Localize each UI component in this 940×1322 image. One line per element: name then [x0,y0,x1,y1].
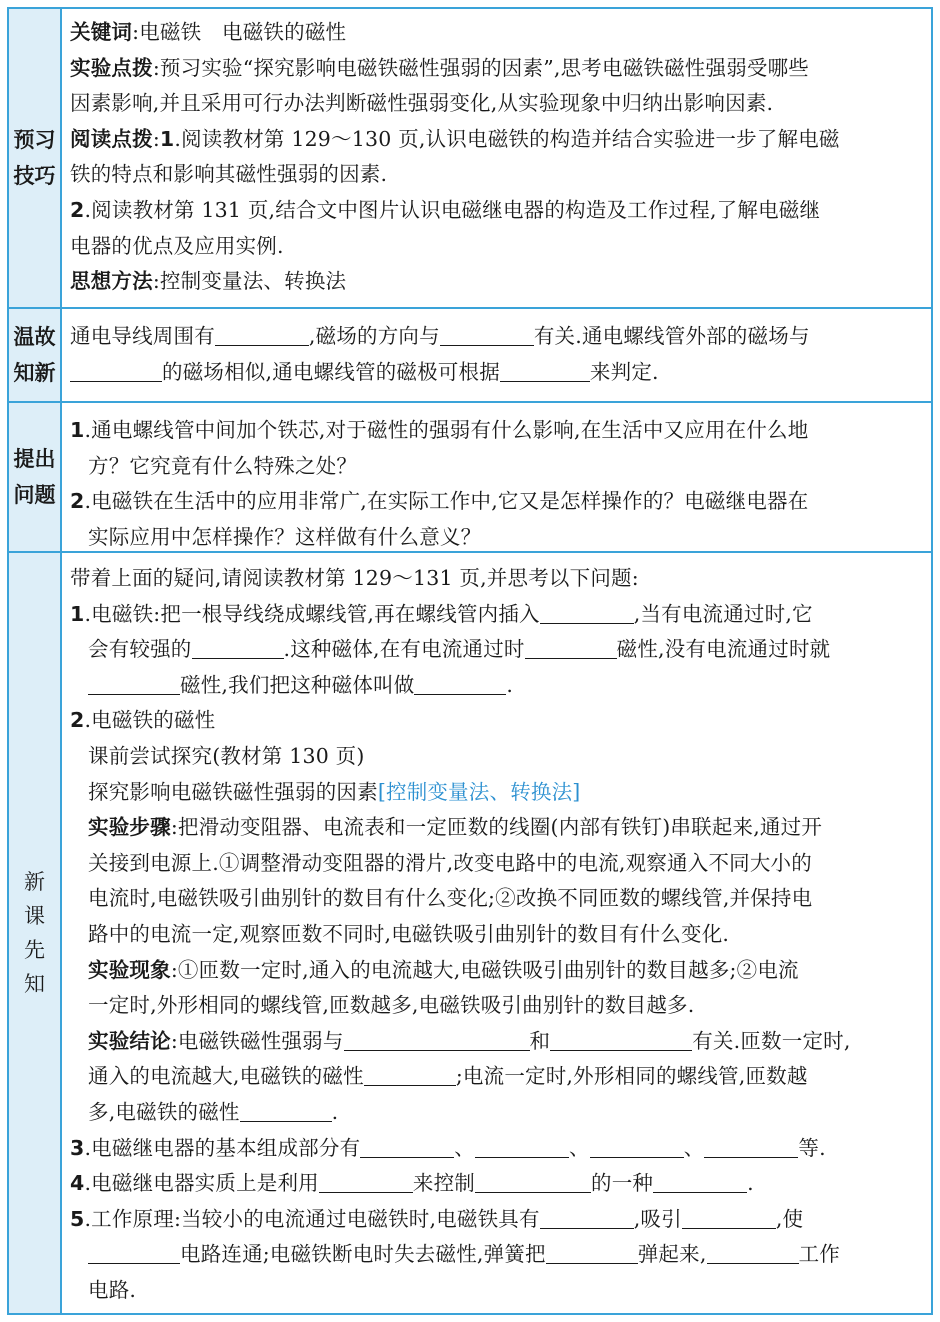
question-1-text: .通电螺线管中间加个铁芯,对于磁性的强弱有什么影响,在生活中又应用在什么地 [84,418,809,442]
item-4-line [70,1166,925,1202]
item-2-title-line [70,703,925,739]
phenomenon-line-1 [70,953,925,989]
experiment-text-1: 预习实验“探究影响电磁铁磁性强弱的因素”,思考电磁铁磁性强弱受哪些 [159,55,809,80]
reading-line-4: 电器的优点及应用实例. [70,233,284,258]
new-lesson-label-cell [9,553,62,1313]
review-text-2b: 来判定. [589,359,659,384]
steps-line-3: 电流时,电磁铁吸引曲别针的数目有什么变化;②改换不同匝数的螺线管,并保持电 [88,886,813,911]
phenomenon-title: 实验现象 [88,957,171,982]
item-1-num: 1 [70,601,85,626]
item-3-num: 3 [70,1135,85,1160]
item-4-text-c: 的一种 [591,1171,654,1196]
conclusion-line-3 [70,1095,925,1131]
conclusion-text-d: 通入的电流越大,电磁铁的磁性 [88,1064,364,1089]
answer-blank[interactable] [475,1135,569,1158]
preview-row [9,9,931,309]
new-lesson-row [9,553,931,1313]
steps-text-1: :把滑动变阻器、电流表和一定匝数的线圈(内部有铁钉)串联起来,通过开 [170,815,823,840]
question-1-line-1 [70,413,925,449]
method-text: 控制变量法、转换法 [159,269,347,294]
new-lesson-label-char: 先 [24,938,45,962]
answer-blank[interactable] [440,323,534,346]
item-1-text-a: .电磁铁:把一根导线绕成螺线管,再在螺线管内插入 [84,601,540,626]
reading-item1-num: 1 [159,126,175,151]
item-3-sep: 、 [454,1135,475,1160]
preview-label-cell [9,9,62,307]
answer-blank[interactable] [364,1063,456,1086]
item-2-sub2-text: 探究影响电磁铁磁性强弱的因素 [88,779,378,804]
worksheet-table [7,7,933,1315]
item-1-line-1 [70,597,925,633]
item-5-text-a: .工作原理:当较小的电流通过电磁铁时,电磁铁具有 [84,1206,540,1231]
item-5-num: 5 [70,1206,85,1231]
answer-blank[interactable] [550,1028,692,1051]
answer-blank[interactable] [540,601,634,624]
conclusion-text-e: ;电流一定时,外形相同的螺线管,匝数越 [455,1064,808,1089]
item-5-text-f: 工作 [798,1242,840,1267]
questions-label [11,441,59,513]
steps-line-1 [70,810,925,846]
item-1-text-g: . [506,672,514,697]
answer-blank[interactable] [88,1241,180,1264]
experiment-line-2: 因素影响,并且采用可行办法判断磁性强弱变化,从实验现象中归纳出影响因素. [70,91,774,116]
review-label-cell [9,309,62,401]
keywords-line: 关键词:电磁铁 电磁铁的磁性 [70,20,347,44]
review-line-2 [70,355,925,391]
question-2-text: .电磁铁在生活中的应用非常广,在实际工作中,它又是怎样操作的？电磁继电器在 [84,489,809,514]
new-lesson-label [23,865,47,1001]
conclusion-line-1 [70,1024,925,1060]
new-lesson-content [62,553,931,1313]
review-text-1c: 有关.通电螺线管外部的磁场与 [533,324,810,348]
review-label-line1: 温故 [13,325,56,349]
item-5-line-1 [70,1202,925,1238]
phenomenon-line-2: 一定时,外形相同的螺线管,匝数越多,电磁铁吸引曲别针的数目越多. [88,993,695,1018]
answer-blank[interactable] [88,672,180,695]
questions-content [62,403,931,551]
questions-label-line1: 提出 [13,447,56,471]
review-line-1 [70,319,925,355]
reading-line-3 [70,193,925,229]
experiment-title: 实验点拨 [70,55,153,80]
question-1-line-2: 方？它究竟有什么特殊之处？ [88,453,358,478]
reading-title: 阅读点拨 [70,126,153,151]
keywords-text: 电磁铁 电磁铁的磁性 [139,20,347,44]
question-1-num: 1 [70,418,85,442]
review-row [9,309,931,403]
answer-blank[interactable] [525,636,617,659]
item-3-sep: 、 [569,1135,590,1160]
method-line: 思想方法:控制变量法、转换法 [70,269,347,294]
item-2-title: .电磁铁的磁性 [84,708,216,733]
item-1-text-e: 磁性,没有电流通过时就 [616,637,831,662]
review-text-1b: ,磁场的方向与 [308,324,440,348]
questions-row [9,403,931,553]
answer-blank[interactable] [414,672,506,695]
answer-blank[interactable] [704,1135,798,1158]
review-label [11,319,59,391]
item-2-sub1: 课前尝试探究(教材第 130 页) [88,743,365,768]
review-text-1a: 通电导线周围有 [70,324,215,348]
item-5-text-d: 电路连通;电磁铁断电时失去磁性,弹簧把 [180,1242,546,1267]
answer-blank[interactable] [475,1170,591,1193]
new-lesson-label-char: 课 [24,904,45,928]
item-2-num: 2 [70,708,85,733]
answer-blank[interactable] [546,1241,638,1264]
answer-blank[interactable] [360,1135,454,1158]
questions-label-line2: 问题 [13,483,56,507]
conclusion-text-g: . [331,1099,339,1124]
answer-blank[interactable] [344,1028,530,1051]
item-4-text-b: 来控制 [412,1171,475,1196]
reading-item1-text: .阅读教材第 129～130 页,认识电磁铁的构造并结合实验进一步了解电磁 [174,126,840,151]
review-text-2a: 的磁场相似,通电螺线管的磁极可根据 [162,359,500,384]
item-1-line-2 [70,632,925,668]
method-title: 思想方法 [70,269,153,294]
answer-blank[interactable] [319,1170,413,1193]
answer-blank[interactable] [240,1099,332,1122]
phenomenon-text-1: :①匝数一定时,通入的电流越大,电磁铁吸引曲别针的数目越多;②电流 [170,957,799,982]
item-1-text-b: ,当有电流通过时,它 [633,601,813,626]
item-4-text-d: . [747,1171,754,1196]
conclusion-text-f: 多,电磁铁的磁性 [88,1099,240,1124]
reading-item2-num: 2 [70,197,85,222]
reading-item2-text: .阅读教材第 131 页,结合文中图片认识电磁继电器的构造及工作过程,了解电磁继 [84,197,821,222]
item-1-text-c: 会有较强的 [88,637,192,662]
review-content [62,309,931,401]
new-lesson-intro: 带着上面的疑问,请阅读教材第 129～131 页,并思考以下问题: [70,566,639,590]
item-4-num: 4 [70,1171,85,1196]
keywords-title: 关键词 [70,20,133,44]
answer-blank[interactable] [590,1135,684,1158]
question-2-num: 2 [70,489,85,514]
conclusion-text-a: :电磁铁磁性强弱与 [170,1028,344,1053]
item-3-sep: 、 [683,1135,705,1160]
item-5-line-3: 电路. [88,1277,137,1302]
new-lesson-label-char: 知 [24,972,45,996]
answer-blank[interactable] [653,1170,747,1193]
item-5-line-2 [70,1237,925,1273]
conclusion-title: 实验结论 [88,1028,171,1053]
item-5-text-b: ,吸引 [633,1206,682,1231]
experiment-line-1: 实验点拨:预习实验“探究影响电磁铁磁性强弱的因素”,思考电磁铁磁性强弱受哪些 [70,55,809,80]
question-2-line-1 [70,484,925,520]
preview-label: 预习技巧 [13,128,56,188]
question-2-line-2: 实际应用中怎样操作？这样做有什么意义？ [88,524,482,549]
new-lesson-label-char: 新 [24,870,45,894]
item-5-text-c: ,使 [775,1206,804,1231]
answer-blank[interactable] [70,359,162,382]
item-3-end: 等. [798,1135,826,1160]
answer-blank[interactable] [192,636,284,659]
item-2-sub2 [70,775,925,811]
answer-blank[interactable] [500,359,590,382]
item-1-text-d: .这种磁体,在有电流通过时 [283,637,525,662]
steps-line-2: 关接到电源上.①调整滑动变阻器的滑片,改变电路中的电流,观察通入不同大小的 [88,850,812,875]
item-5-text-e: 弹起来, [637,1242,707,1267]
item-3-text: .电磁继电器的基本组成部分有 [84,1135,361,1160]
answer-blank[interactable] [707,1241,799,1264]
reading-line-2: 铁的特点和影响其磁性强弱的因素. [70,162,388,187]
preview-content [62,9,931,307]
steps-title: 实验步骤 [88,815,171,840]
conclusion-line-2 [70,1059,925,1095]
answer-blank[interactable] [215,323,309,346]
conclusion-text-b: 和 [529,1028,551,1053]
review-label-line2: 知新 [13,361,56,385]
reading-line-1: 阅读点拨:1.阅读教材第 129～130 页,认识电磁铁的构造并结合实验进一步了解电磁 [70,126,840,151]
steps-line-4: 路中的电流一定,观察匝数不同时,电磁铁吸引曲别针的数目有什么变化. [88,921,730,946]
method-tag: [控制变量法、转换法] [377,779,581,804]
answer-blank[interactable] [682,1206,776,1229]
conclusion-text-c: 有关.匝数一定时, [692,1028,851,1053]
item-3-line [70,1131,925,1167]
item-4-text-a: .电磁继电器实质上是利用 [84,1171,319,1196]
item-1-line-3 [70,668,925,704]
item-1-text-f: 磁性,我们把这种磁体叫做 [180,672,415,697]
answer-blank[interactable] [540,1206,634,1229]
questions-label-cell [9,403,62,551]
